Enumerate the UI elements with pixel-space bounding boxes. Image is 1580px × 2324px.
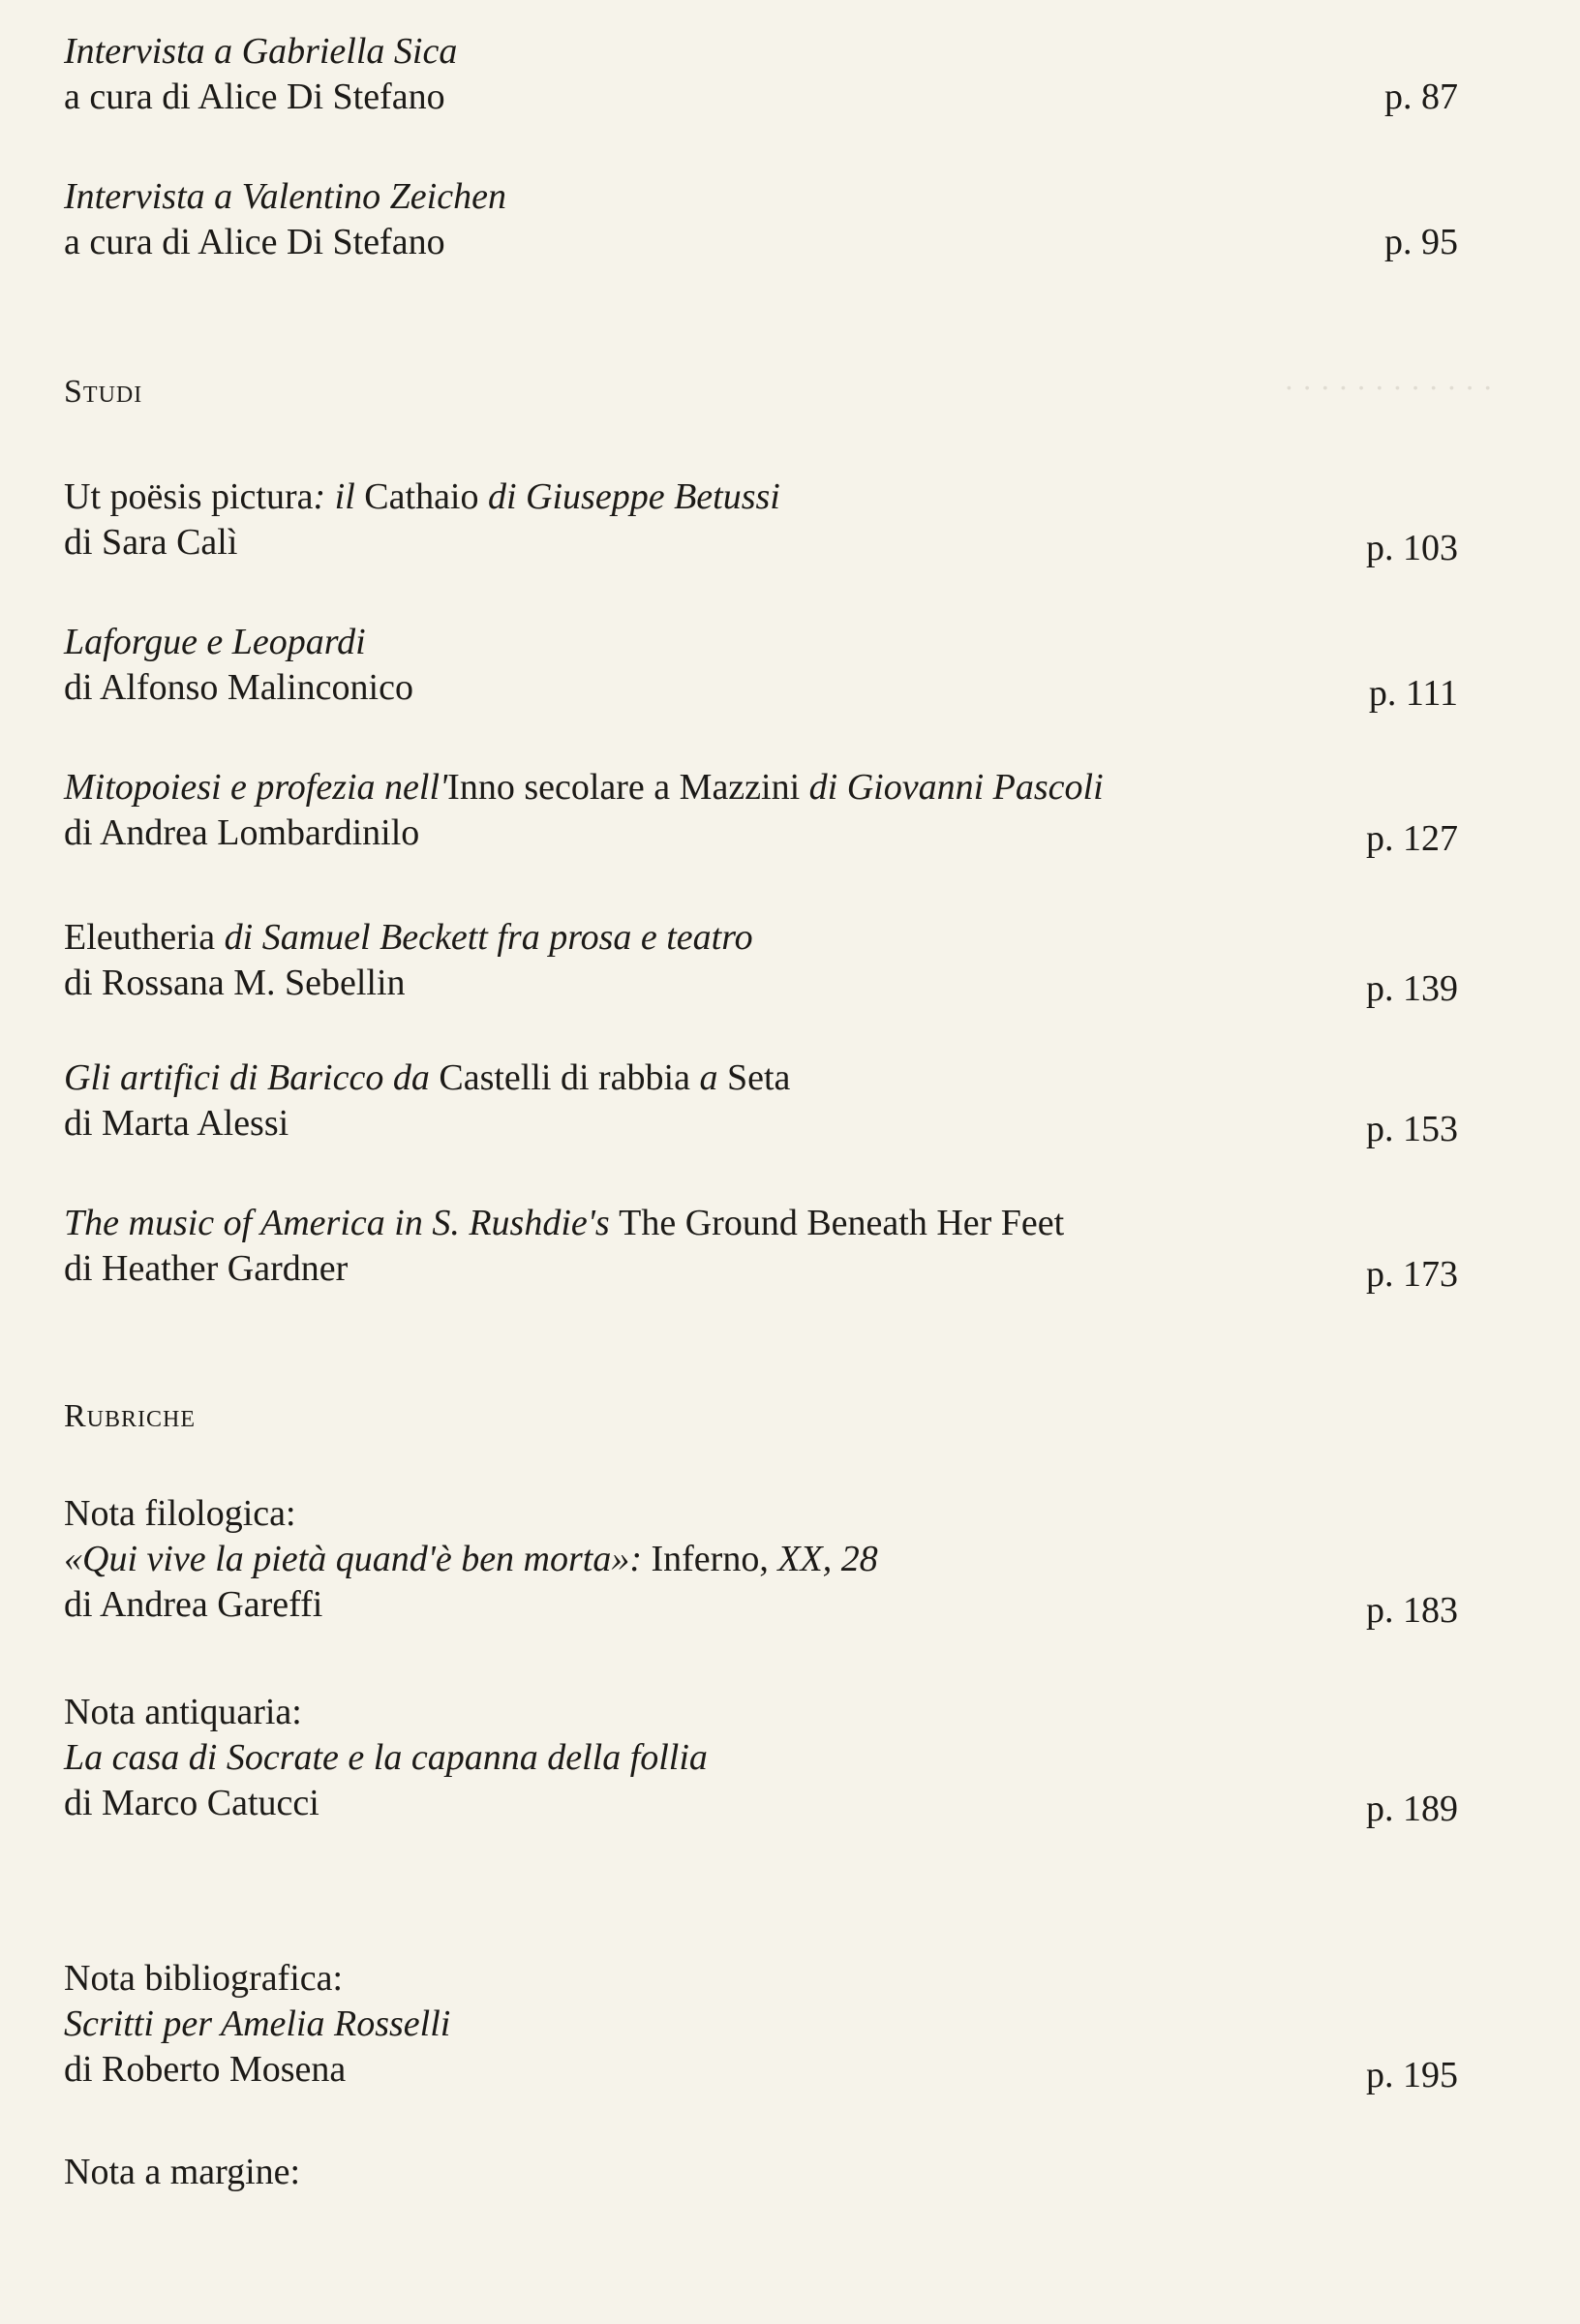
entry-title-part: XX, 28 xyxy=(777,1539,878,1579)
entry-title-part: The music of America in S. Rushdie's xyxy=(64,1203,620,1243)
entry-title-part: Laforgue e Leopardi xyxy=(64,622,366,662)
entry-title-part: «Qui vive la pietà quand'è ben morta»: xyxy=(64,1539,652,1579)
toc-entry[interactable] xyxy=(64,174,1458,265)
entry-byline: di Andrea Gareffi xyxy=(64,1584,323,1625)
toc-entry[interactable] xyxy=(64,1055,1458,1147)
entry-byline: di Sara Calì xyxy=(64,522,238,563)
toc-entry[interactable] xyxy=(64,1491,1458,1631)
entry-page-number: p. 173 xyxy=(1366,1254,1458,1295)
entry-byline: di Roberto Mosena xyxy=(64,2049,347,2090)
toc-entry[interactable] xyxy=(64,2150,1458,2195)
toc-entry[interactable] xyxy=(64,29,1458,120)
entry-title-part: Inferno, xyxy=(651,1539,778,1579)
entry-title xyxy=(64,1537,1458,1582)
entry-page-number: p. 195 xyxy=(1366,2055,1458,2095)
toc-entry[interactable] xyxy=(64,915,1458,1009)
entry-title xyxy=(64,915,1458,961)
entry-title: Intervista a Gabriella Sica xyxy=(64,31,458,72)
entry-title-part: di Giovanni Pascoli xyxy=(808,767,1104,808)
entry-title-part: Seta xyxy=(726,1057,791,1098)
entry-label: Nota filologica: xyxy=(64,1493,296,1534)
entry-page-number: p. 127 xyxy=(1366,818,1458,859)
entry-title-part: di Giuseppe Betussi xyxy=(488,476,780,517)
entry-byline: a cura di Alice Di Stefano xyxy=(64,76,445,117)
entry-byline: di Marco Catucci xyxy=(64,1783,319,1823)
entry-title-part: The Ground Beneath Her Feet xyxy=(619,1203,1065,1243)
toc-entry[interactable] xyxy=(64,474,1458,566)
entry-byline: a cura di Alice Di Stefano xyxy=(64,222,445,262)
entry-byline: di Heather Gardner xyxy=(64,1248,349,1289)
entry-title-part: : xyxy=(313,476,335,517)
entry-title xyxy=(64,1055,1458,1101)
toc-entry[interactable] xyxy=(64,620,1458,714)
entry-title xyxy=(64,1201,1458,1246)
entry-byline: di Andrea Lombardinilo xyxy=(64,812,420,853)
entry-title: Intervista a Valentino Zeichen xyxy=(64,176,506,217)
entry-title-part: Cathaio xyxy=(364,476,488,517)
entry-title xyxy=(64,2002,1458,2047)
toc-entry[interactable] xyxy=(64,1956,1458,2093)
entry-title xyxy=(64,620,1458,665)
entry-byline: di Rossana M. Sebellin xyxy=(64,963,406,1003)
entry-title-part: Castelli di rabbia xyxy=(439,1057,700,1098)
entry-title-part: Eleutheria xyxy=(64,917,225,958)
entry-title xyxy=(64,765,1458,810)
entry-title-part: a xyxy=(699,1057,727,1098)
entry-title-part: di Samuel Beckett fra prosa e teatro xyxy=(224,917,753,958)
entry-page-number: p. 103 xyxy=(1366,528,1458,568)
entry-page-number: p. 153 xyxy=(1366,1109,1458,1149)
entry-page-number: p. 87 xyxy=(1384,76,1458,117)
entry-title xyxy=(64,1735,1458,1781)
entry-title-part: Ut poësis pictura xyxy=(64,476,314,517)
entry-page-number: p. 139 xyxy=(1366,968,1458,1009)
entry-title-part: il xyxy=(334,476,365,517)
entry-label: Nota bibliografica: xyxy=(64,1958,344,1999)
entry-title xyxy=(64,474,1458,520)
entry-page-number: p. 95 xyxy=(1384,222,1458,262)
section-heading-rubriche: Rubriche xyxy=(64,1398,197,1434)
show-through-texture: · · · · · · · · · · · · xyxy=(1284,370,1493,405)
entry-label: Nota antiquaria: xyxy=(64,1692,302,1732)
entry-byline: di Alfonso Malinconico xyxy=(64,667,413,708)
entry-page-number: p. 183 xyxy=(1366,1590,1458,1631)
entry-byline: di Marta Alessi xyxy=(64,1103,289,1144)
entry-label: Nota a margine: xyxy=(64,2152,301,2192)
entry-page-number: p. 189 xyxy=(1366,1789,1458,1829)
entry-title-part: Mitopoiesi e profezia nell' xyxy=(64,767,448,808)
entry-title-part: La casa di Socrate e la capanna della follia xyxy=(64,1737,708,1778)
entry-title-part: Scritti per Amelia Rosselli xyxy=(64,2003,451,2044)
toc-entry[interactable] xyxy=(64,765,1458,859)
toc-entry[interactable] xyxy=(64,1690,1458,1829)
toc-entry[interactable] xyxy=(64,1201,1458,1295)
entry-title-part: Gli artifici di Baricco da xyxy=(64,1057,440,1098)
section-heading-studi: Studi xyxy=(64,374,143,410)
entry-title-part: Inno secolare a Mazzini xyxy=(447,767,809,808)
entry-page-number: p. 111 xyxy=(1368,673,1458,714)
